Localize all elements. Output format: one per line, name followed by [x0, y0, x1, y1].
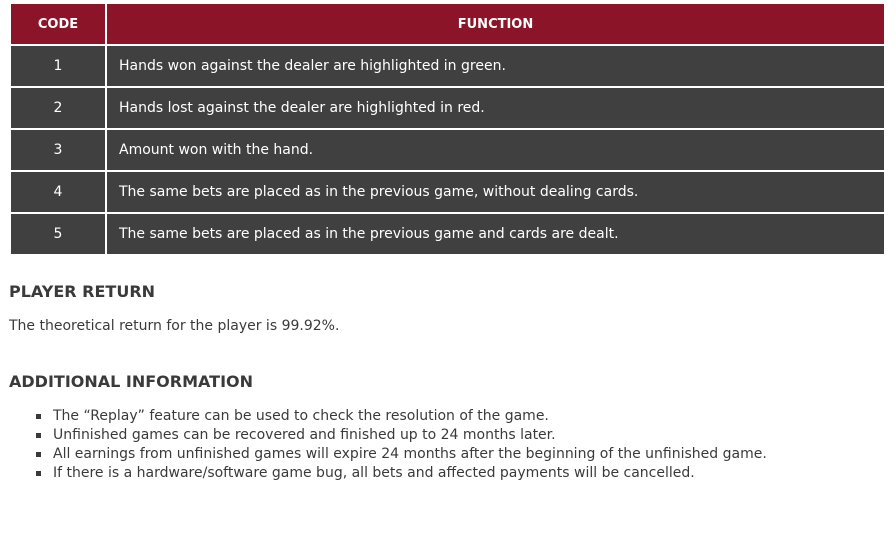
function-cell: Amount won with the hand. [106, 129, 885, 171]
code-cell: 2 [10, 87, 106, 129]
list-item-text: All earnings from unfinished games will expire 24 months after the beginning of the unfinished game. [53, 446, 767, 462]
code-cell: 1 [10, 45, 106, 87]
table-row [10, 129, 885, 171]
table-row [10, 87, 885, 129]
list-item-text: The “Replay” feature can be used to check the resolution of the game. [53, 408, 549, 424]
code-cell: 3 [10, 129, 106, 171]
list-item-text: If there is a hardware/software game bug, all bets and affected payments will be cancelled. [53, 465, 695, 481]
column-header-code: CODE [10, 3, 106, 45]
square-bullet-icon [36, 433, 41, 438]
table-row [10, 45, 885, 87]
table-header-row [10, 3, 885, 45]
code-cell: 4 [10, 171, 106, 213]
additional-information-heading: ADDITIONAL INFORMATION [9, 372, 254, 391]
square-bullet-icon [36, 471, 41, 476]
table-row [10, 213, 885, 255]
list-item [36, 407, 767, 426]
additional-information-list [36, 407, 767, 483]
square-bullet-icon [36, 414, 41, 419]
list-item [36, 445, 767, 464]
list-item [36, 464, 767, 483]
function-cell: The same bets are placed as in the previous game, without dealing cards. [106, 171, 885, 213]
list-item-text: Unfinished games can be recovered and finished up to 24 months later. [53, 427, 556, 443]
column-header-function: FUNCTION [106, 3, 885, 45]
function-cell: The same bets are placed as in the previous game and cards are dealt. [106, 213, 885, 255]
player-return-text: The theoretical return for the player is 99.92%. [9, 318, 340, 334]
square-bullet-icon [36, 452, 41, 457]
function-cell: Hands lost against the dealer are highlighted in red. [106, 87, 885, 129]
function-cell: Hands won against the dealer are highlighted in green. [106, 45, 885, 87]
code-cell: 5 [10, 213, 106, 255]
player-return-heading: PLAYER RETURN [9, 282, 156, 301]
list-item [36, 426, 767, 445]
table-row [10, 171, 885, 213]
codes-table [9, 2, 886, 256]
